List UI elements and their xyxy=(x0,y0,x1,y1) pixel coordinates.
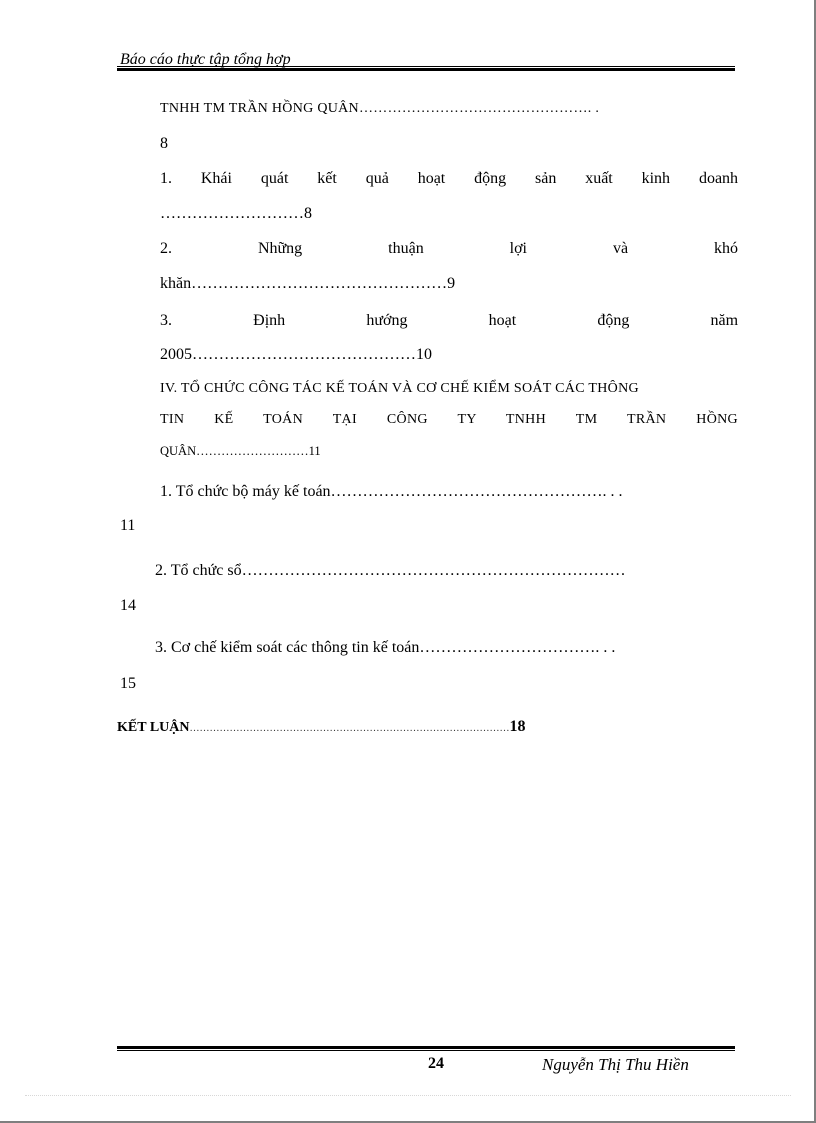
footer-author: Nguyễn Thị Thu Hiền xyxy=(542,1055,689,1074)
conclusion-label: KẾT LUẬN xyxy=(117,720,190,735)
toc-line-2: 8 xyxy=(160,135,168,152)
l10-word: TNHH xyxy=(505,412,547,427)
l5-word: Những xyxy=(257,240,303,257)
toc-line-16: 3. Cơ chế kiểm soát các thông tin kế toán……………………………. . . xyxy=(155,639,616,656)
toc-line-7 xyxy=(160,311,738,331)
l5-word: 2. xyxy=(160,240,172,257)
l5-word: lợi xyxy=(509,240,527,257)
l3-word: hoạt xyxy=(417,170,446,187)
toc-line-17: 15 xyxy=(120,675,136,692)
l10-word: HỒNG xyxy=(696,412,738,427)
toc-line-5 xyxy=(160,239,738,259)
conclusion-page: 18 xyxy=(509,718,526,735)
l3-word: quả xyxy=(365,170,389,187)
footer-page-number: 24 xyxy=(428,1055,444,1072)
l7-word: động xyxy=(597,312,630,329)
l3-word: kinh xyxy=(641,170,671,187)
toc-line-11: QUÂN………………………11 xyxy=(160,444,321,458)
l3-word: động xyxy=(474,170,507,187)
toc-line-13: 11 xyxy=(120,517,136,534)
header-rule-thin xyxy=(117,66,735,67)
toc-line-3 xyxy=(160,169,738,189)
toc-line-1: TNHH TM TRẦN HỒNG QUÂN…………………………………………. . xyxy=(160,101,600,116)
l3-word: kết xyxy=(317,170,337,187)
l7-word: năm xyxy=(710,312,739,329)
l10-word: CÔNG xyxy=(386,412,428,427)
header-title: Báo cáo thực tập tổng hợp xyxy=(120,51,291,68)
conclusion-dots: …………………………………………………………………………………… xyxy=(189,723,510,734)
toc-line-9: IV. TỔ CHỨC CÔNG TÁC KẾ TOÁN VÀ CƠ CHẾ KIỂM SOÁT CÁC THÔNG xyxy=(160,381,639,396)
footer-rule-thin xyxy=(117,1050,735,1051)
l10-word: TOÁN xyxy=(263,412,303,427)
toc-line-10 xyxy=(160,410,738,430)
l10-word: TRẦN xyxy=(627,412,667,427)
footer-rule-thick xyxy=(117,1046,735,1049)
toc-line-12: 1. Tổ chức bộ máy kế toán……………………………………………. . . xyxy=(160,483,623,500)
toc-conclusion xyxy=(117,717,737,739)
l7-word: 3. xyxy=(160,312,172,329)
l10-word: KẾ xyxy=(214,412,234,427)
toc-line-8: 2005……………………………………10 xyxy=(160,346,432,363)
l7-word: hoạt xyxy=(488,312,517,329)
l5-word: khó xyxy=(714,240,739,257)
l7-word: Định xyxy=(253,312,286,329)
l3-word: quát xyxy=(260,170,289,187)
l3-word: xuất xyxy=(585,170,613,187)
toc-line-6: khăn…………………………………………9 xyxy=(160,275,456,292)
l10-word: TM xyxy=(575,412,598,427)
l10-word: TIN xyxy=(160,412,185,427)
header-rule-thick xyxy=(117,68,735,71)
l5-word: và xyxy=(612,240,629,257)
l3-word: doanh xyxy=(698,170,739,187)
l10-word: TẠI xyxy=(332,412,357,427)
toc-line-4: ………………………8 xyxy=(160,205,312,222)
toc-line-15: 14 xyxy=(120,597,136,614)
l3-word: Khái xyxy=(200,170,232,187)
l10-word: TY xyxy=(457,412,477,427)
l5-word: thuận xyxy=(388,240,424,257)
page-edge-dotted xyxy=(25,1095,791,1096)
l3-word: sản xyxy=(534,170,557,187)
l3-word: 1. xyxy=(160,170,172,187)
toc-line-14: 2. Tổ chức sổ……………………………………………………………… xyxy=(155,562,626,579)
l7-word: hướng xyxy=(366,312,408,329)
